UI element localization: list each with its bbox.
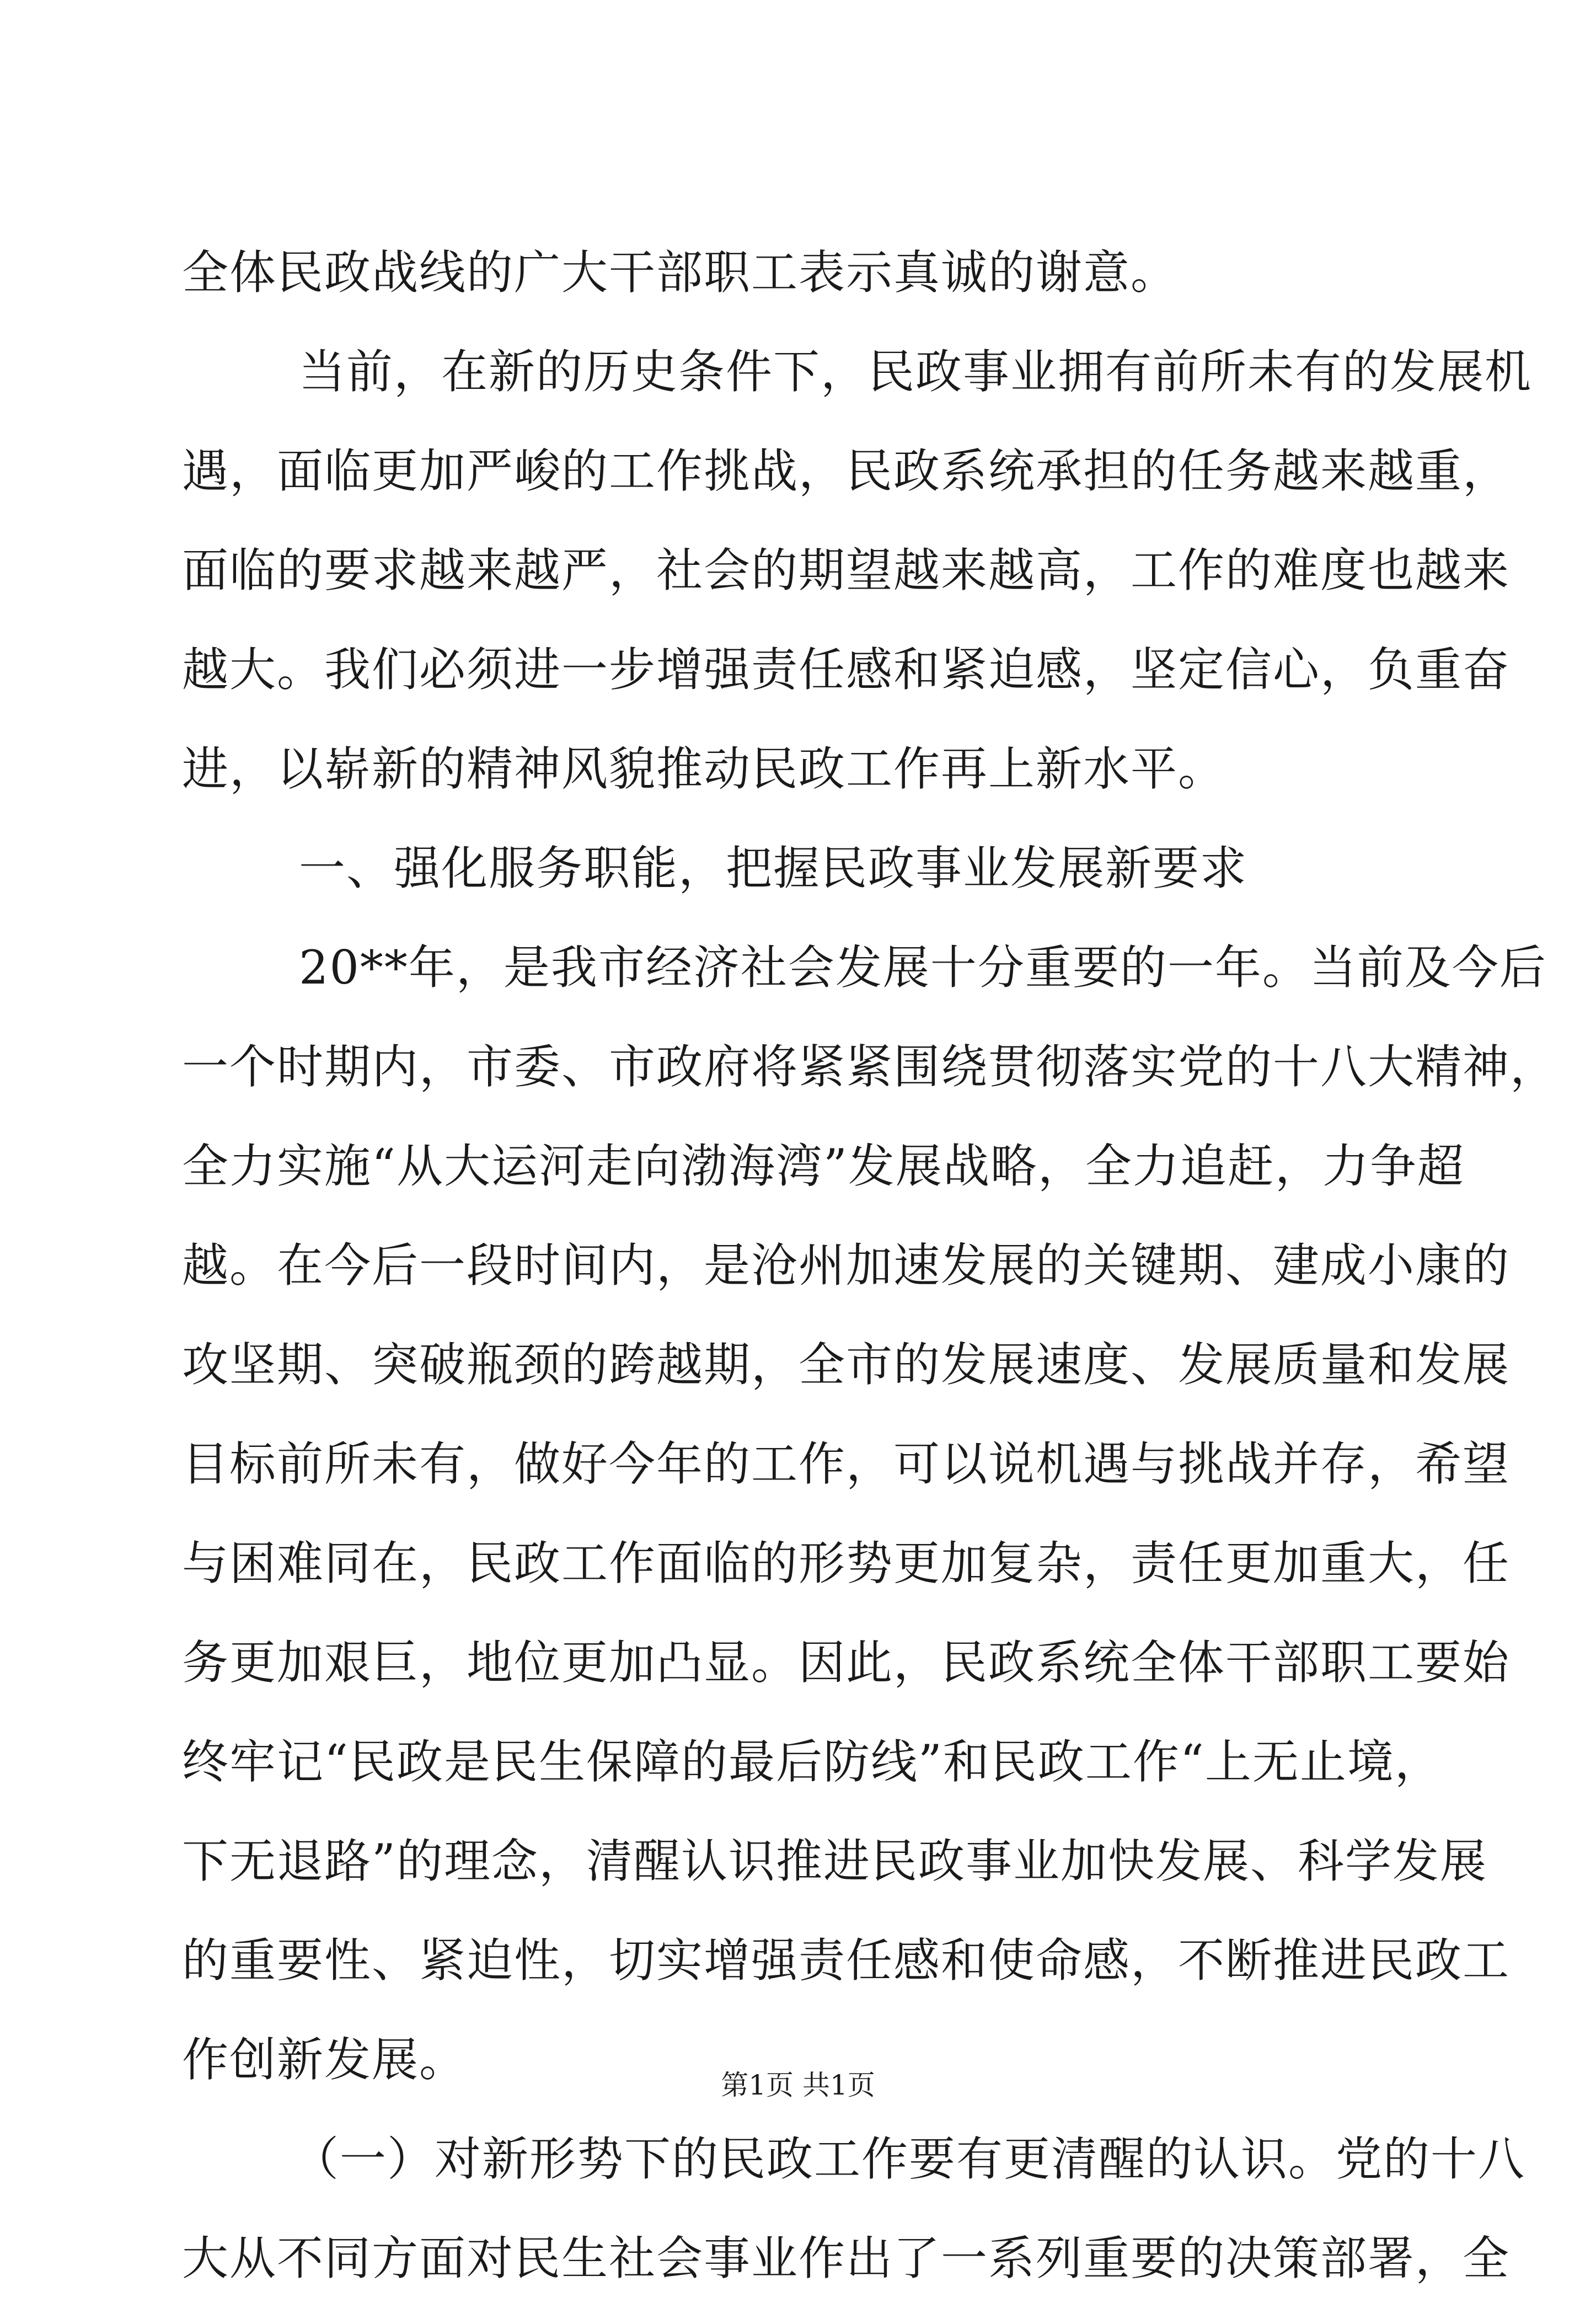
document-body (182, 223, 1558, 2308)
text-line: 进，以崭新的精神风貌推动民政工作再上新水平。 (182, 742, 1226, 796)
text-line: 越。在今后一段时间内，是沧州加速发展的关键期、建成小康的 (182, 1238, 1511, 1292)
page-number-footer: 第1页 共1页 (721, 2069, 875, 2101)
text-line: 下无退路”的理念，清醒认识推进民政事业加快发展、科学发展 (182, 1834, 1487, 1888)
text-line: 面临的要求越来越严，社会的期望越来越高，工作的难度也越来 (182, 543, 1511, 597)
text-line: 20**年，是我市经济社会发展十分重要的一年。当前及今后 (299, 941, 1547, 995)
text-line: 作创新发展。 (182, 2033, 467, 2087)
text-line: 大从不同方面对民生社会事业作出了一系列重要的决策部署，全 (182, 2231, 1511, 2285)
text-line: 遇，面临更加严峻的工作挑战，民政系统承担的任务越来越重， (182, 444, 1511, 498)
section-heading: 一、强化服务职能，把握民政事业发展新要求 (299, 841, 1248, 895)
text-line: 当前，在新的历史条件下，民政事业拥有前所未有的发展机 (299, 345, 1533, 399)
text-line: 攻坚期、突破瓶颈的跨越期，全市的发展速度、发展质量和发展 (182, 1338, 1511, 1392)
text-line: 与困难同在，民政工作面临的形势更加复杂，责任更加重大，任 (182, 1536, 1511, 1590)
text-line: 全力实施“从大运河走向渤海湾”发展战略，全力追赶，力争超 (182, 1139, 1465, 1193)
text-line: 全体民政战线的广大干部职工表示真诚的谢意。 (182, 245, 1179, 300)
text-line: 目标前所未有，做好今年的工作，可以说机遇与挑战并存，希望 (182, 1437, 1511, 1491)
subsection-heading: （一）对新形势下的民政工作要有更清醒的认识。党的十八 (292, 2132, 1526, 2186)
text-line: 越大。我们必须进一步增强责任感和紧迫感，坚定信心，负重奋 (182, 643, 1511, 697)
text-line: 务更加艰巨，地位更加凸显。因此，民政系统全体干部职工要始 (182, 1636, 1511, 1690)
text-line: 的重要性、紧迫性，切实增强责任感和使命感，不断推进民政工 (182, 1933, 1511, 1988)
text-line: 一个时期内，市委、市政府将紧紧围绕贯彻落实党的十八大精神， (182, 1040, 1558, 1094)
text-line: 终牢记“民政是民生保障的最后防线”和民政工作“上无止境， (182, 1735, 1442, 1789)
